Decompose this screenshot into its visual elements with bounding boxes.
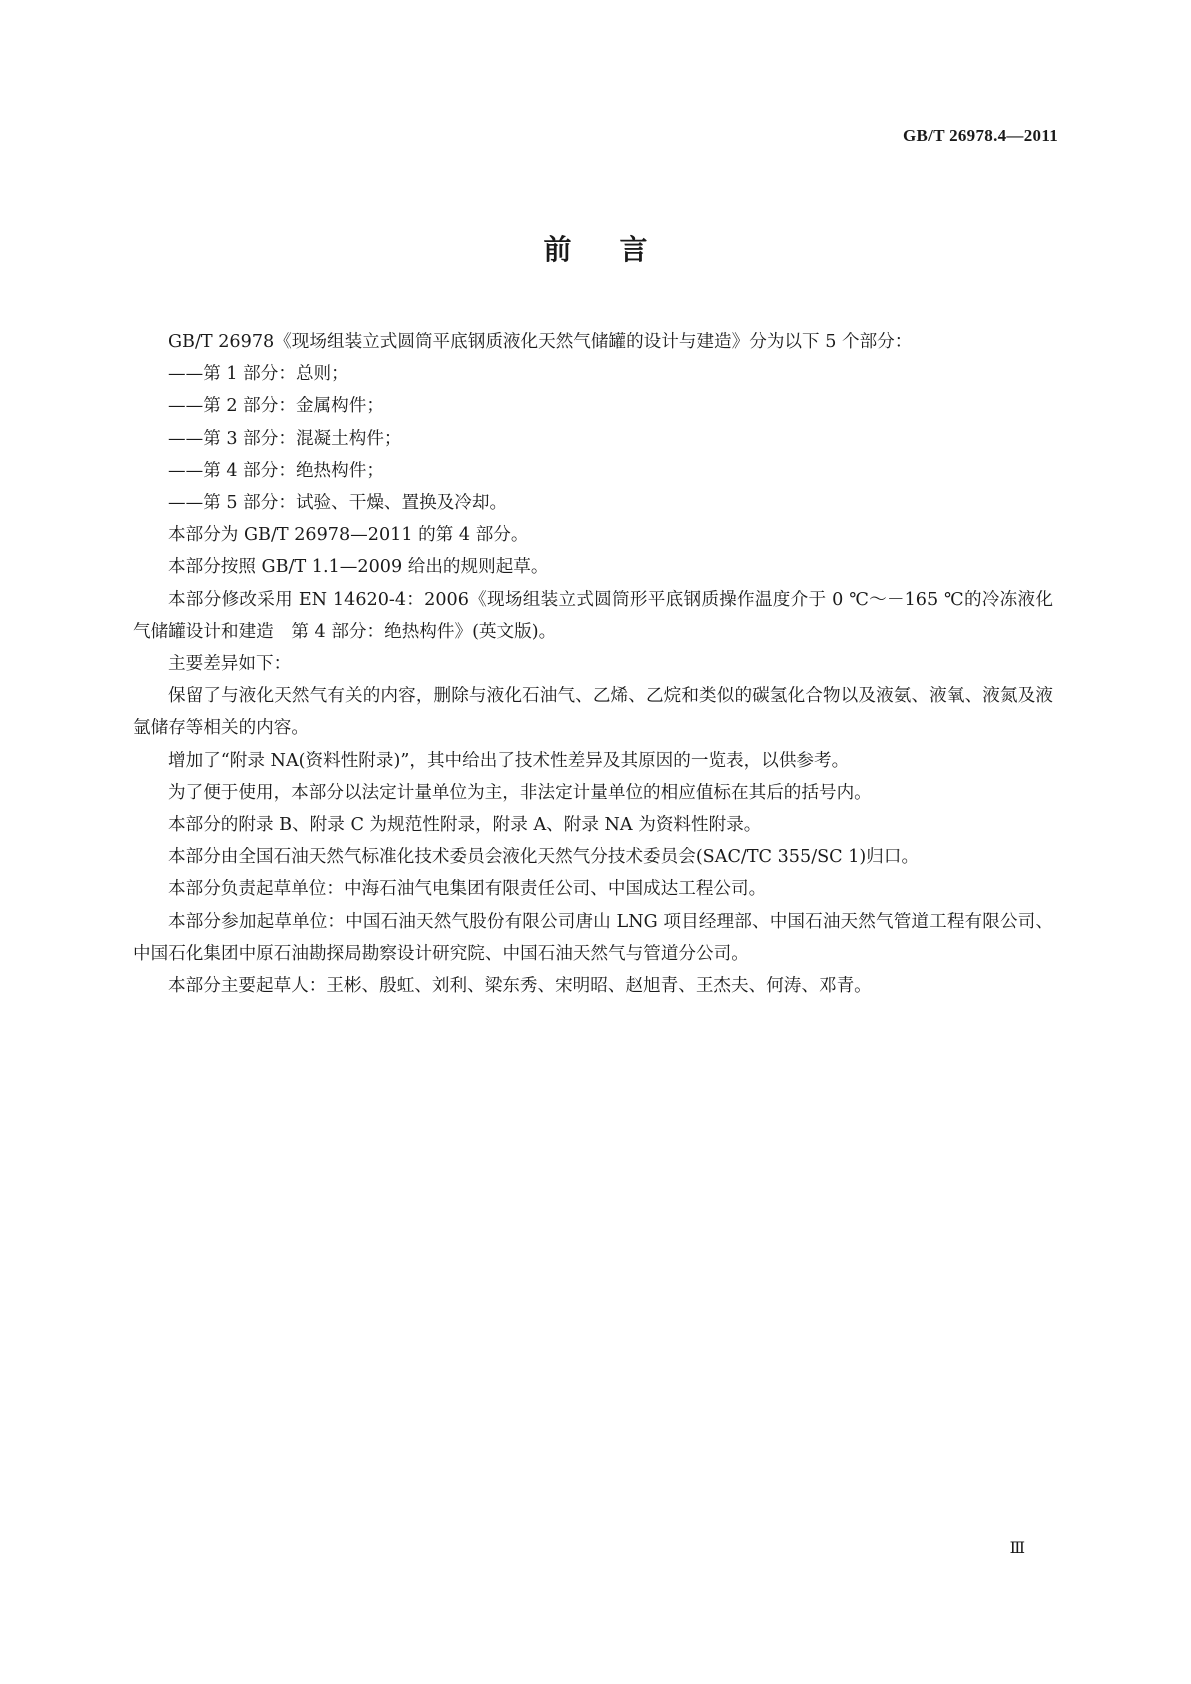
list-item-part-5: ——第 5 部分：试验、干燥、置换及冷却。 — [168, 493, 508, 514]
page-number: Ⅲ — [1009, 1540, 1025, 1557]
paragraph-differences-heading: 主要差异如下： — [168, 654, 292, 675]
paragraph-drafters: 本部分主要起草人：王彬、殷虹、刘利、梁东秀、宋明昭、赵旭青、王杰夫、何涛、邓青。 — [168, 976, 872, 997]
list-item-part-1: ——第 1 部分：总则； — [168, 364, 349, 385]
paragraph-participating-units: 本部分参加起草单位：中国石油天然气股份有限公司唐山 LNG 项目经理部、中国石油天然气管道工程有限公司、中国石化集团中原石油勘探局勘察设计研究院、中国石油天然气与管道分公司。 — [133, 911, 1053, 964]
paragraph-part-statement: 本部分为 GB/T 26978—2011 的第 4 部分。 — [168, 525, 529, 546]
foreword-body — [133, 326, 1053, 1002]
paragraph-drafting-rules: 本部分按照 GB/T 1.1—2009 给出的规则起草。 — [168, 557, 549, 578]
paragraph-units: 为了便于使用，本部分以法定计量单位为主，非法定计量单位的相应值标在其后的括号内。 — [168, 782, 872, 803]
paragraph-committee: 本部分由全国石油天然气标准化技术委员会液化天然气分技术委员会(SAC/TC 355/SC 1)归口。 — [168, 847, 920, 868]
paragraph-difference-2: 增加了“附录 NA(资料性附录)”，其中给出了技术性差异及其原因的一览表，以供参考。 — [168, 750, 850, 771]
paragraph-intro: GB/T 26978《现场组装立式圆筒平底钢质液化天然气储罐的设计与建造》分为以下 5 个部分： — [168, 332, 913, 352]
standard-number: GB/T 26978.4—2011 — [903, 126, 1058, 145]
list-item-part-4: ——第 4 部分：绝热构件； — [168, 460, 384, 481]
page-title: 前言 — [543, 233, 696, 266]
paragraph-difference-1: 保留了与液化天然气有关的内容，删除与液化石油气、乙烯、乙烷和类似的碳氢化合物以及液氨、液氧、液氮及液氩储存等相关的内容。 — [133, 686, 1053, 739]
paragraph-adoption: 本部分修改采用 EN 14620-4：2006《现场组装立式圆筒形平底钢质操作温度介于 0 ℃～－165 ℃的冷冻液化气储罐设计和建造 第 4 部分：绝热构件》(英文版)。 — [133, 589, 1053, 642]
paragraph-annexes: 本部分的附录 B、附录 C 为规范性附录，附录 A、附录 NA 为资料性附录。 — [168, 815, 762, 836]
list-item-part-3: ——第 3 部分：混凝土构件； — [168, 428, 402, 449]
paragraph-responsible-units: 本部分负责起草单位：中海石油气电集团有限责任公司、中国成达工程公司。 — [168, 879, 767, 900]
list-item-part-2: ——第 2 部分：金属构件； — [168, 396, 384, 417]
